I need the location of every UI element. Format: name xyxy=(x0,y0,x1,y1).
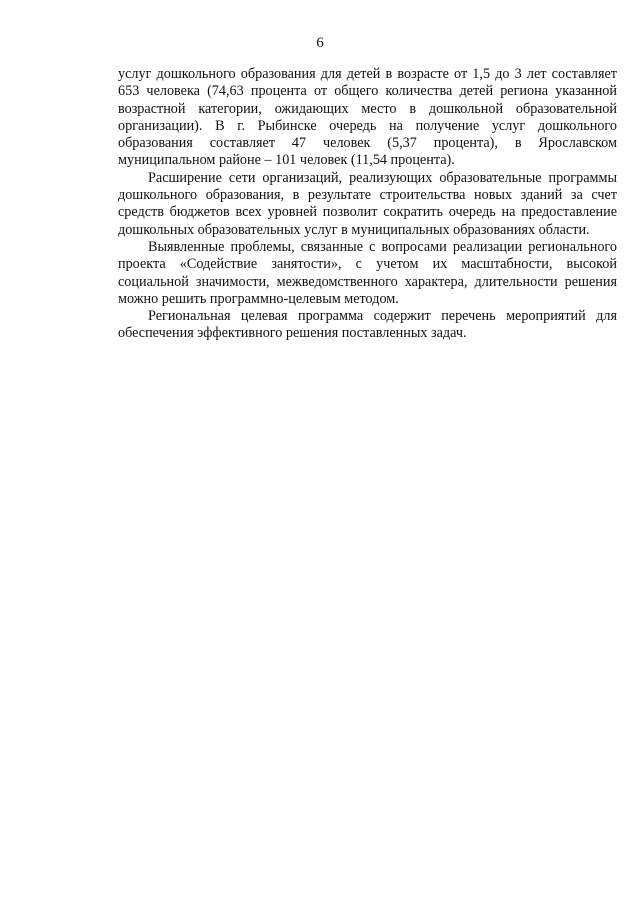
paragraph-network-expansion: Расширение сети организаций, реализующих образовательные программы дошкольного образования, в результате строительства новых зданий за счет средств бюджетов всех уровней позволит сократить очередь на предоставление дошкольных образовательных услуг в муниципальных образованиях области. xyxy=(118,169,617,238)
paragraph-program-measures: Региональная целевая программа содержит перечень мероприятий для обеспечения эффективного решения поставленных задач. xyxy=(118,308,617,342)
paragraph-queue-statistics: услуг дошкольного образования для детей в возрасте от 1,5 до 3 лет составляет 653 человека (74,63 процента от общего количества детей региона указанной возрастной категории, ожидающих место в дошкольной образовательной организации). В г. Рыбинске очередь на получение услуг дошкольного образования составляет 47 человек (5,37 процента), в Ярославском муниципальном районе – 101 человек (11,54 процента). xyxy=(118,66,617,169)
page-number: 6 xyxy=(316,35,324,51)
document-body xyxy=(118,66,617,343)
paragraph-identified-problems: Выявленные проблемы, связанные с вопросами реализации регионального проекта «Содействие занятости», с учетом их масштабности, высокой социальной значимости, межведомственного характера, длительности решения можно решить программно-целевым методом. xyxy=(118,238,617,307)
